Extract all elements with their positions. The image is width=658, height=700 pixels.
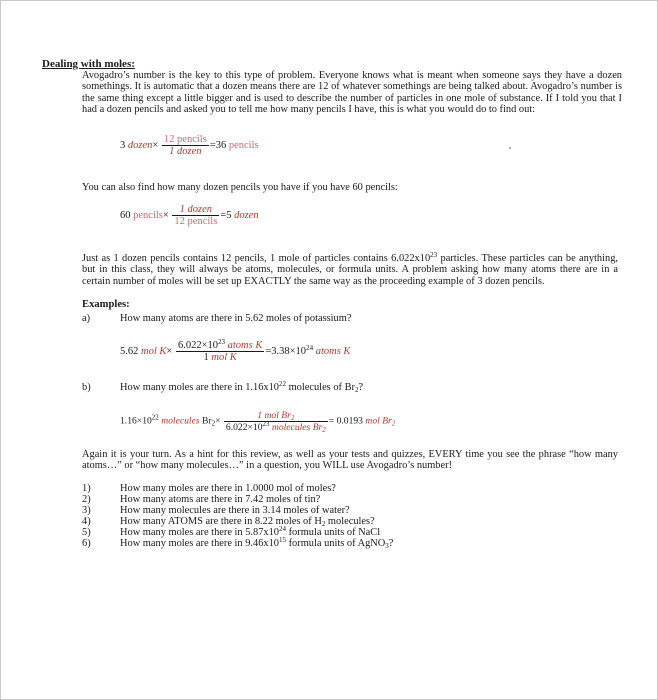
eq3-den-a: 1 — [203, 352, 209, 363]
eq4-den-exp: 23 — [262, 420, 270, 428]
eq3-denominator — [176, 352, 264, 363]
list-item — [82, 483, 91, 494]
p6-c: ? — [388, 538, 394, 549]
equation-moles-to-atoms — [120, 340, 350, 363]
eq3-num-elem: K — [255, 340, 263, 351]
list-item — [82, 538, 91, 549]
eq2-denominator: 12 pencils — [174, 216, 218, 227]
para3-part-b: particles. These particles can be anything, but in this class, they will always be atoms, molecules, or formula units. A problem asking how many atoms there are in a certain number of moles will be set up EXACTLY the same way as the proceeding example of 3 dozen pencils. — [82, 253, 618, 287]
eq4-den-elem: Br — [312, 422, 323, 433]
equation-dozen-to-pencils — [120, 134, 259, 157]
eq3-result-elem: K — [343, 345, 351, 357]
eq4-num-a: 1 — [257, 410, 263, 421]
eq4-fraction — [224, 410, 328, 433]
eq2-result-unit: dozen — [234, 209, 259, 221]
example-a-question: How many atoms are there in 5.62 moles of potassium? — [120, 313, 352, 324]
eq4-lhs-exp: 22 — [151, 413, 159, 422]
eq3-den-elem: K — [229, 352, 237, 363]
list-item-text: How many molecules are there in 3.14 moles of water? — [120, 505, 350, 516]
eq3-fraction — [176, 340, 264, 363]
eq3-lhs: 5.62 — [120, 345, 139, 357]
problem-number: 1) — [82, 483, 91, 494]
eq4-den-unit: molecules — [271, 422, 311, 433]
list-item-text — [120, 527, 380, 538]
p5-b: formula units of NaCl — [286, 527, 381, 538]
paragraph-3 — [82, 253, 618, 287]
eq3-den-unit: mol — [211, 352, 228, 363]
eq1-num-text: 12 pencils — [163, 134, 207, 145]
eq4-result-unit: mol — [365, 415, 380, 427]
eq1-fraction — [162, 134, 209, 157]
eq3-numerator — [176, 340, 264, 352]
eq1-lhs: 3 — [120, 139, 126, 151]
eq4-num-sub: 2 — [290, 414, 295, 422]
eq3-times: × — [166, 345, 173, 357]
eq1-lhs-unit: dozen — [127, 139, 153, 151]
problem-number: 6) — [82, 538, 91, 549]
eq3-lhs-element: K — [159, 345, 167, 357]
list-item — [82, 494, 91, 505]
list-item — [82, 505, 91, 516]
eq3-lhs-unit: mol — [141, 345, 157, 357]
eq4-lhs-elem: Br — [201, 415, 212, 427]
eq2-lhs: 60 — [120, 209, 131, 221]
exb-q-sub: 2 — [354, 386, 359, 394]
eq2-fraction — [172, 204, 219, 227]
example-b-label: b) — [82, 382, 91, 393]
eq2-lhs-unit: pencils — [133, 209, 163, 221]
list-item-text: How many moles are there in 1.0000 mol of moles? — [120, 483, 336, 494]
eq4-result-elem: Br — [382, 415, 392, 427]
paragraph-4: Again it is your turn. As a hint for this review, as well as your tests and quizzes, EVERY time you see the phrase “how many atoms…” or “how many molecules…” in a question, you WILL use Avogadro’s number! — [82, 449, 618, 472]
exb-q-exp: 22 — [279, 380, 286, 388]
equation-molecules-to-moles — [120, 410, 395, 433]
eq3-num-exp: 23 — [217, 338, 225, 346]
list-item-text — [120, 516, 375, 527]
eq4-result-sub: 2 — [391, 419, 396, 428]
eq4-lhs-sub: 2 — [211, 419, 216, 428]
p6-sub: 3 — [385, 542, 389, 550]
exb-q-b: molecules of Br — [286, 382, 355, 393]
eq1-denominator: 1 dozen — [169, 146, 202, 157]
section-title: Dealing with moles: — [42, 58, 135, 70]
p6-sup: 15 — [279, 536, 286, 544]
eq4-numerator — [224, 410, 328, 422]
problem-number: 2) — [82, 494, 91, 505]
eq2-result: =5 — [220, 209, 232, 221]
eq2-times: × — [162, 209, 169, 221]
eq4-num-elem: Br — [281, 410, 291, 421]
p6-a: How many moles are there in 9.46x10 — [120, 538, 279, 549]
eq1-result: =36 — [209, 139, 227, 151]
eq2-numerator: 1 dozen — [172, 204, 219, 216]
list-item — [82, 527, 91, 538]
eq3-num-coef: 6.022×10 — [177, 340, 218, 351]
list-item-text: How many atoms are there in 7.42 moles of tin? — [120, 494, 321, 505]
intro-paragraph: Avogadro’s number is the key to this type of problem. Everyone knows what is meant when someone says they have a dozen somethings. It is automatic that a dozen means there are 12 of whatever somethings are being talked about. Avogadro’s number is the same thing except a little bigger and is used to describe the number of particles in one mole of substance. If I told you that I had a dozen pencils and asked you to tell me how many pencils I have, this is what you would do to find out: — [82, 70, 622, 116]
equation-pencils-to-dozen — [120, 204, 259, 227]
example-a-label: a) — [82, 313, 91, 324]
eq4-num-unit: mol — [264, 410, 279, 421]
list-item — [82, 516, 91, 527]
eq4-den-sub: 2 — [322, 426, 326, 434]
eq4-den-coef: 6.022×10 — [225, 422, 263, 433]
eq4-lhs: 1.16×10 — [120, 415, 152, 427]
paragraph-2: You can also find how many dozen pencils you have if you have 60 pencils: — [82, 182, 398, 193]
p6-b: formula units of AgNO — [286, 538, 386, 549]
eq3-result-unit: atoms — [315, 345, 341, 357]
example-b-question — [120, 382, 363, 393]
eq1-times: × — [152, 139, 159, 151]
eq4-times: × — [215, 415, 221, 427]
examples-heading: Examples: — [82, 299, 130, 310]
exb-q-a: How many moles are there in 1.16x10 — [120, 382, 279, 393]
eq4-lhs-unit: molecules — [161, 415, 200, 427]
p4-b: molecules? — [325, 516, 375, 527]
stray-mark — [509, 147, 511, 149]
p5-sup: 24 — [279, 525, 286, 533]
problem-number: 3) — [82, 505, 91, 516]
p5-a: How many moles are there in 5.87x10 — [120, 527, 279, 538]
eq3-result: =3.38×10 — [265, 345, 307, 357]
eq4-denominator — [224, 422, 328, 433]
list-item-text — [120, 538, 393, 549]
eq4-result: = 0.0193 — [328, 415, 363, 427]
para3-part-a: Just as 1 dozen pencils contains 12 pencils, 1 mole of particles contains 6.022x10 — [82, 253, 431, 264]
problem-number: 5) — [82, 527, 91, 538]
exb-q-c: ? — [358, 382, 364, 393]
eq3-num-unit: atoms — [227, 340, 253, 351]
p4-sub: 2 — [321, 520, 326, 528]
eq1-result-unit: pencils — [228, 139, 259, 151]
problem-number: 4) — [82, 516, 91, 527]
p4-a: How many ATOMS are there in 8.22 moles of H — [120, 516, 322, 527]
eq3-result-exp: 24 — [306, 343, 314, 352]
eq1-numerator — [162, 134, 209, 146]
para3-exponent: 23 — [430, 251, 438, 259]
